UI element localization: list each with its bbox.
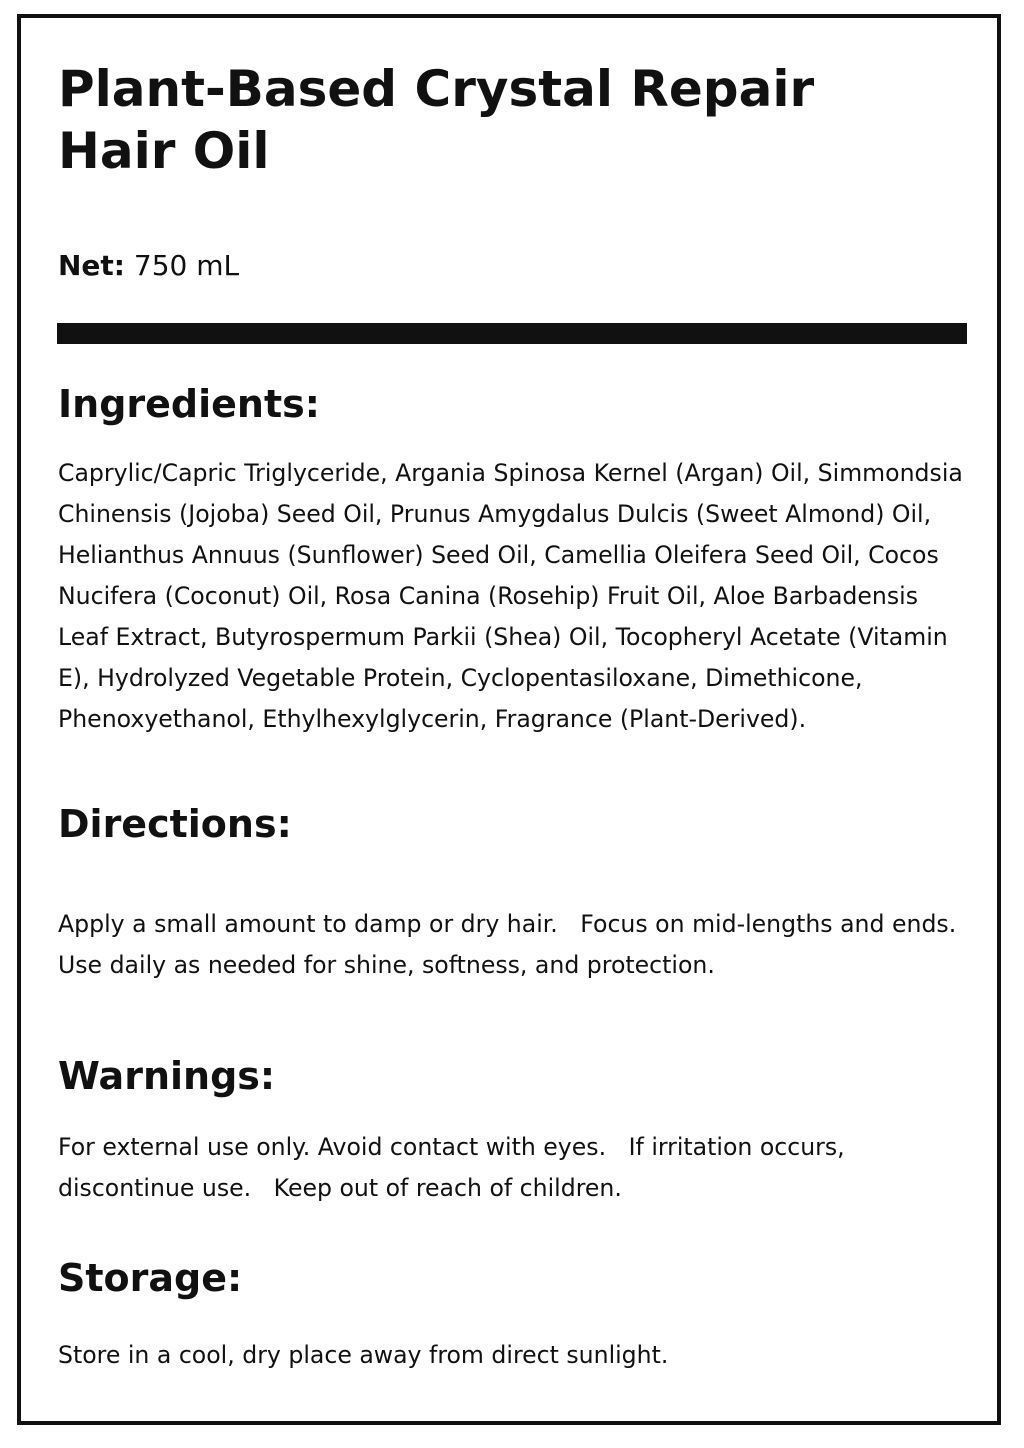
storage-text: Store in a cool, dry place away from direct sunlight. [58, 1341, 669, 1369]
directions-text: Apply a small amount to damp or dry hair. Focus on mid-lengths and ends. Use daily as needed for shine, softness, and protection. [58, 910, 979, 979]
section-divider [57, 323, 967, 344]
warnings-text: For external use only. Avoid contact with eyes. If irritation occurs, discontinue use. Keep out of reach of children. [58, 1133, 853, 1202]
ingredients-heading: Ingredients: [58, 382, 320, 426]
ingredients-text: Caprylic/Capric Triglyceride, Argania Spinosa Kernel (Argan) Oil, Simmondsia Chinensis (Jojoba) Seed Oil, Prunus Amygdalus Dulcis (Sweet Almond) Oil, Helianthus Annuus (Sunflower) Seed Oil, Camellia Oleifera Seed Oil, Cocos Nucifera (Coconut) Oil, Rosa Canina (Rosehip) Fruit Oil, Aloe Barbadensis Leaf Extract, Butyrospermum Parkii (Shea) Oil, Tocopheryl Acetate (Vitamin E), Hydrolyzed Vegetable Protein, Cyclopentasiloxane, Dimethicone, Phenoxyethanol, Ethylhexylglycerin, Fragrance (Plant-Derived). [58, 459, 971, 733]
net-volume [58, 246, 239, 286]
net-label: Net: [58, 249, 126, 282]
product-title: Plant-Based Crystal Repair Hair Oil [58, 60, 815, 180]
storage-heading: Storage: [58, 1256, 243, 1300]
warnings-heading: Warnings: [58, 1054, 276, 1098]
net-value: 750 mL [133, 249, 240, 282]
directions-heading: Directions: [58, 802, 292, 846]
